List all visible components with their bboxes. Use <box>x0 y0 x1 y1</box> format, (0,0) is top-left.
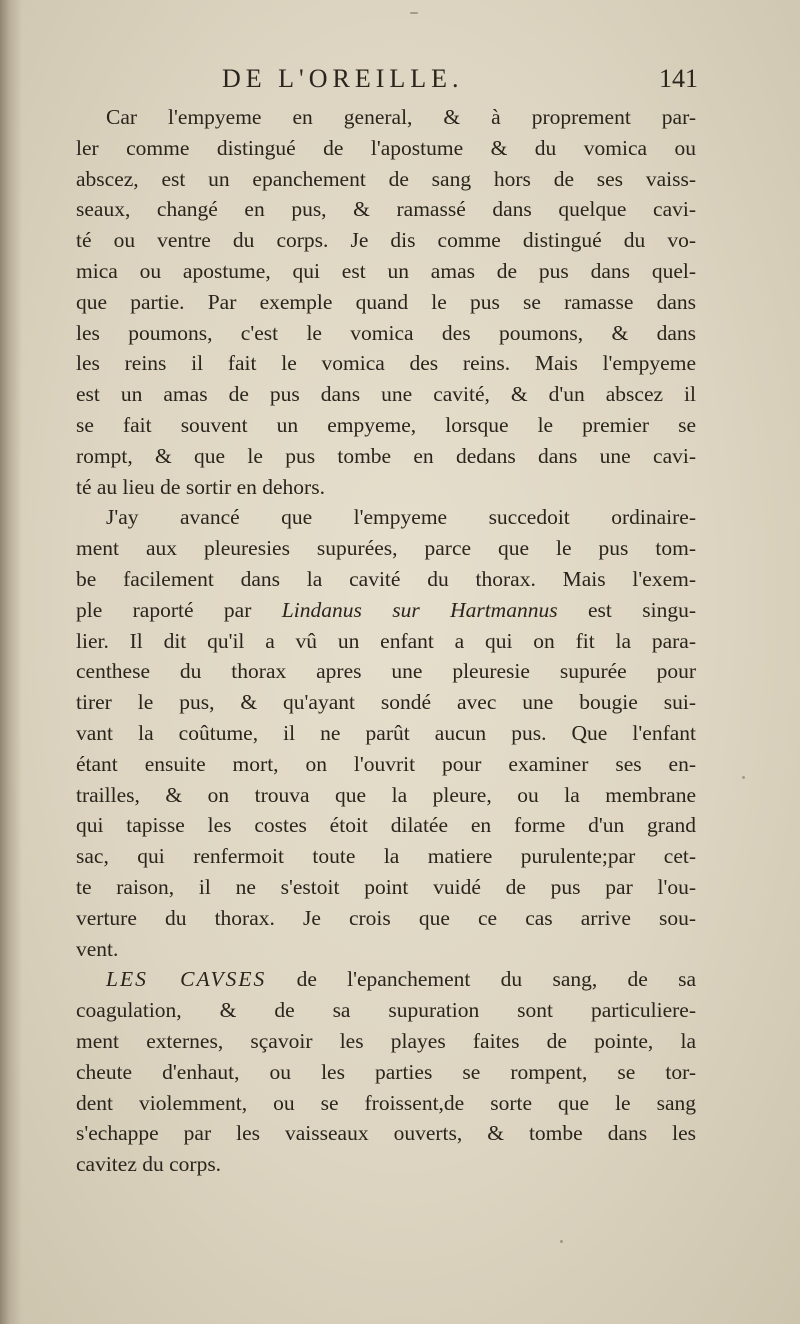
paragraph-2 <box>76 502 696 964</box>
paragraph-1 <box>76 102 696 502</box>
text-line: s'echappe par les vaisseaux ouverts, & tombe dans les <box>76 1121 696 1146</box>
text-line <box>76 964 696 995</box>
paragraph-3 <box>76 964 696 1180</box>
text-block <box>76 60 696 1180</box>
text-line: té ou ventre du corps. Je dis comme distingué du vo- <box>76 228 696 253</box>
text-line: te raison, il ne s'estoit point vuidé de pus par l'ou- <box>76 874 696 899</box>
text-line: verture du thorax. Je crois que ce cas arrive sou- <box>76 905 696 930</box>
text-line: les poumons, c'est le vomica des poumons, & dans <box>76 320 696 345</box>
text-line: tirer le pus, & qu'ayant sondé avec une bougie sui- <box>76 690 696 715</box>
text-line: cheute d'enhaut, ou les parties se rompent, se tor- <box>76 1059 696 1084</box>
running-title: DE L'OREILLE. <box>222 64 464 93</box>
text-line: qui tapisse les costes étoit dilatée en forme d'un grand <box>76 813 696 838</box>
text-line: centhese du thorax apres une pleuresie supurée pour <box>76 659 696 684</box>
paper-speck <box>410 12 418 14</box>
paper-speck <box>742 776 745 779</box>
page-gutter <box>0 0 22 1324</box>
text-line: trailles, & on trouva que la pleure, ou la membrane <box>76 782 696 807</box>
text-line: que partie. Par exemple quand le pus se ramasse dans <box>76 289 696 314</box>
text-line: lier. Il dit qu'il a vû un enfant a qui on fit la para- <box>76 628 696 653</box>
text-line: abscez, est un epanchement de sang hors de ses vaiss- <box>76 166 696 191</box>
text-line: ler comme distingué de l'apostume & du vomica ou <box>76 135 696 160</box>
text-line: coagulation, & de sa supuration sont particuliere- <box>76 998 696 1023</box>
text-line: rompt, & que le pus tombe en dedans dans une cavi- <box>76 443 696 468</box>
text-line: seaux, changé en pus, & ramassé dans quelque cavi- <box>76 197 696 222</box>
text-line: les reins il fait le vomica des reins. Mais l'empyeme <box>76 351 696 376</box>
paper-speck <box>560 1240 563 1243</box>
text-line: sac, qui renfermoit toute la matiere purulente;par cet- <box>76 844 696 869</box>
page-number: 141 <box>659 64 698 93</box>
running-header <box>76 60 696 102</box>
text-line: J'ay avancé que l'empyeme succedoit ordinaire- <box>106 505 696 530</box>
text-line: se fait souvent un empyeme, lorsque le premier se <box>76 412 696 437</box>
text-line: Car l'empyeme en general, & à proprement par- <box>106 105 696 129</box>
text-line: ment externes, sçavoir les playes faites de pointe, la <box>76 1028 696 1053</box>
text-line-rest: de l'epanchement du sang, de sa <box>296 967 696 992</box>
text-line: est un amas de pus dans une cavité, & d'un abscez il <box>76 382 696 407</box>
text-line: ment aux pleuresies supurées, parce que le pus tom- <box>76 536 696 561</box>
cited-author: Lindanus sur Hartmannus <box>281 597 558 622</box>
text-line: mica ou apostume, qui est un amas de pus dans quel- <box>76 258 696 283</box>
text-line: vent. <box>76 936 119 961</box>
section-lead: LES CAVSES <box>106 967 267 992</box>
text-line: dent violemment, ou se froissent,de sorte que le sang <box>76 1090 696 1115</box>
text-line: ple raporté par Lindanus sur Hartmannus est singu- <box>76 597 696 622</box>
text-line: be facilement dans la cavité du thorax. Mais l'exem- <box>76 566 696 591</box>
text-line: té au lieu de sortir en dehors. <box>76 474 325 499</box>
text-line: étant ensuite mort, on l'ouvrit pour examiner ses en- <box>76 751 696 776</box>
text-line: vant la coûtume, il ne parût aucun pus. Que l'enfant <box>76 720 696 745</box>
text-line: cavitez du corps. <box>76 1152 222 1177</box>
